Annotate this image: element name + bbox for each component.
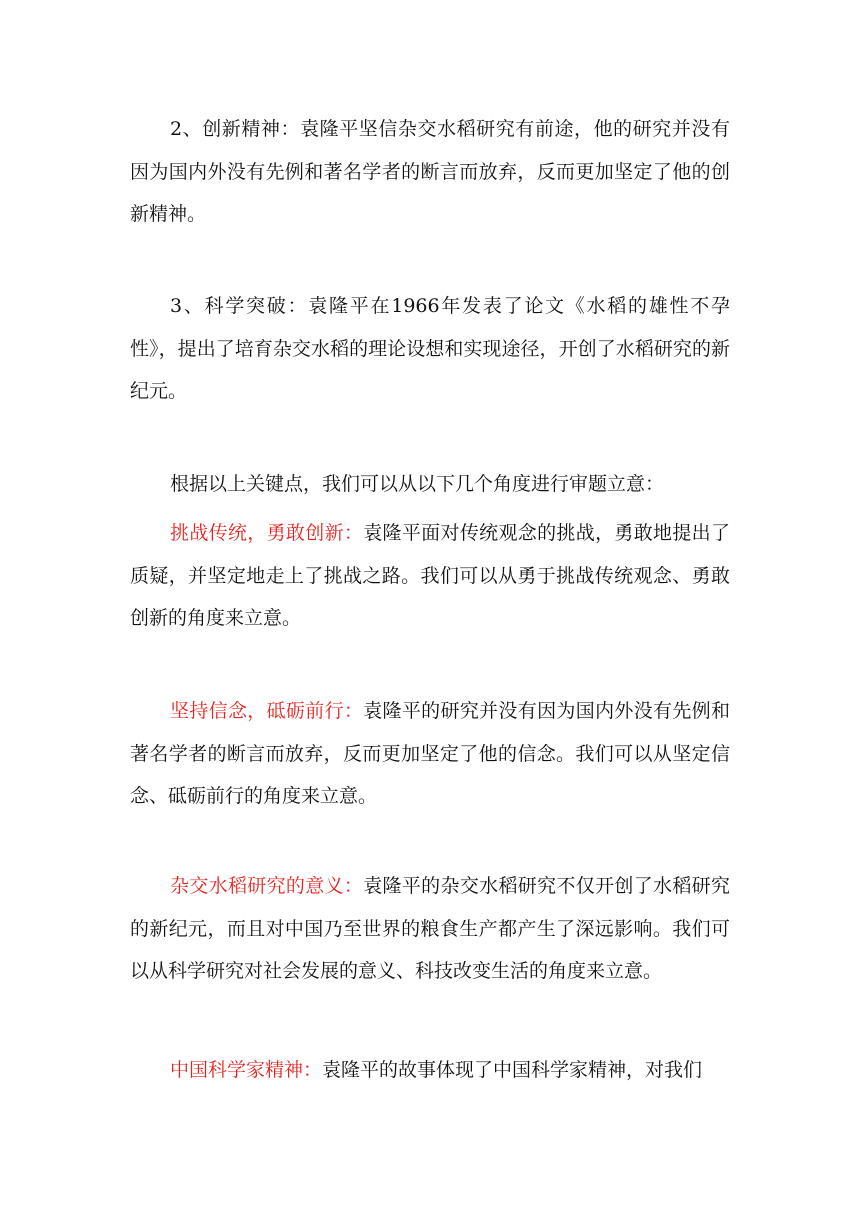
paragraph-text: 袁隆平的研究并没有因为国内外没有先例和著名学者的断言而放弃，反而更加坚定了他的信念。我们可以从坚定信念、砥砺前行的角度来立意。 (130, 700, 730, 807)
highlight-heading: 杂交水稻研究的意义： (170, 875, 364, 897)
paragraph-text: 3、科学突破：袁隆平在1966年发表了论文《水稻的雄性不孕性》，提出了培育杂交水稻的理论设想和实现途径，开创了水稻研究的新纪元。 (130, 295, 730, 402)
paragraph-persist-belief (130, 690, 730, 818)
paragraph-text: 2、创新精神：袁隆平坚信杂交水稻研究有前途，他的研究并没有因为国内外没有先例和著名学者的断言而放弃，反而更加坚定了他的创新精神。 (130, 118, 730, 225)
paragraph-scientist-spirit (130, 1049, 730, 1092)
paragraph-scientific-breakthrough (130, 285, 730, 413)
paragraph-challenge-tradition (130, 512, 730, 640)
highlight-heading: 挑战传统，勇敢创新： (170, 522, 364, 544)
paragraph-innovation-spirit (130, 108, 730, 236)
highlight-heading: 中国科学家精神： (170, 1059, 323, 1081)
paragraph-text: 根据以上关键点，我们可以从以下几个角度进行审题立意： (170, 473, 665, 495)
paragraph-intro-angles (130, 463, 730, 506)
paragraph-text: 袁隆平的杂交水稻研究不仅开创了水稻研究的新纪元，而且对中国乃至世界的粮食生产都产生了深远影响。我们可以从科学研究对社会发展的意义、科技改变生活的角度来立意。 (130, 875, 730, 982)
paragraph-text: 袁隆平的故事体现了中国科学家精神，对我们 (322, 1059, 703, 1081)
highlight-heading: 坚持信念，砥砺前行： (170, 700, 364, 722)
paragraph-hybrid-rice-significance (130, 865, 730, 993)
paragraph-text: 袁隆平面对传统观念的挑战，勇敢地提出了质疑，并坚定地走上了挑战之路。我们可以从勇于挑战传统观念、勇敢创新的角度来立意。 (130, 522, 730, 629)
